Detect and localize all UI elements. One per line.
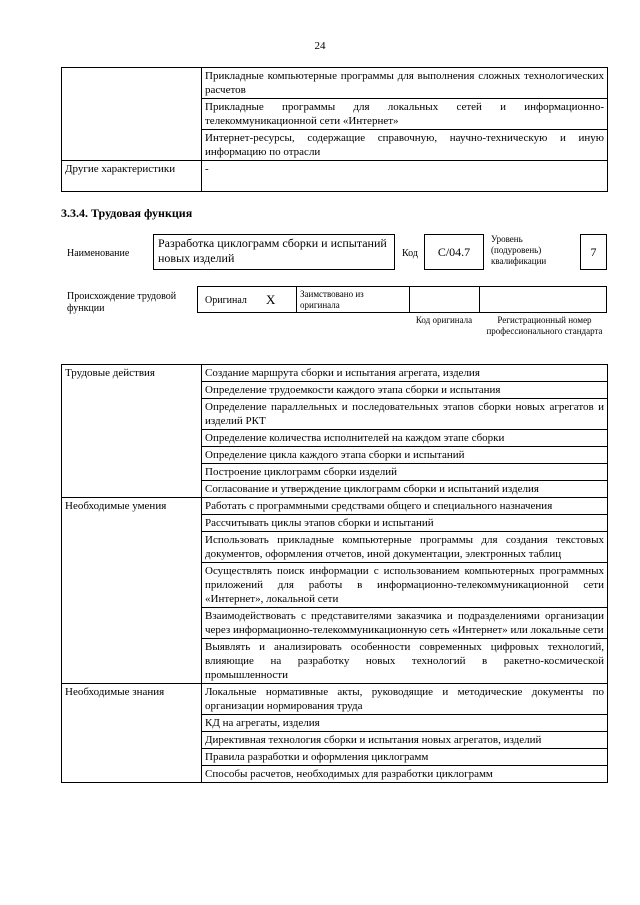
list-item: КД на агрегаты, изделия bbox=[202, 715, 608, 732]
row-text: Интернет-ресурсы, содержащие справочную, научно-техническую и иную информацию по отрасли bbox=[202, 130, 608, 161]
list-item: Работать с программными средствами общего и специального назначения bbox=[202, 498, 608, 515]
group-label: Необходимые знания bbox=[62, 684, 202, 783]
divider bbox=[296, 286, 297, 313]
table-row bbox=[62, 684, 608, 715]
section-heading: 3.3.4. Трудовая функция bbox=[61, 206, 193, 220]
table-row bbox=[62, 498, 608, 515]
code-box bbox=[424, 234, 484, 270]
list-item: Рассчитывать циклы этапов сборки и испытаний bbox=[202, 515, 608, 532]
row-label: Другие характеристики bbox=[62, 161, 202, 192]
top-table bbox=[61, 67, 608, 192]
row-text: Прикладные программы для локальных сетей и информационно-телекоммуникационной сети «Интернет» bbox=[202, 99, 608, 130]
function-code: С/04.7 bbox=[437, 245, 471, 259]
list-item: Определение трудоемкости каждого этапа сборки и испытания bbox=[202, 382, 608, 399]
list-item: Правила разработки и оформления циклограмм bbox=[202, 749, 608, 766]
origin-label: Происхождение трудовой функции bbox=[67, 291, 177, 314]
list-item: Выявлять и анализировать особенности современных цифровых технологий, влияющие на разработку новых технологий в ракетно-космической промышленности bbox=[202, 639, 608, 684]
reg-caption: Регистрационный номер профессионального стандарта bbox=[486, 315, 603, 336]
list-item: Способы расчетов, необходимых для разработки циклограмм bbox=[202, 766, 608, 783]
table-row bbox=[62, 68, 608, 99]
list-item: Использовать прикладные компьютерные программы для создания текстовых документов, оформления отчетов, иной документации, электронных таблиц bbox=[202, 532, 608, 563]
name-label: Наименование bbox=[67, 248, 130, 259]
row-text: Прикладные компьютерные программы для выполнения сложных технологических расчетов bbox=[202, 68, 608, 99]
list-item: Определение цикла каждого этапа сборки и испытаний bbox=[202, 447, 608, 464]
list-item: Определение количества исполнителей на каждом этапе сборки bbox=[202, 430, 608, 447]
group-label: Трудовые действия bbox=[62, 365, 202, 498]
list-item: Построение циклограмм сборки изделий bbox=[202, 464, 608, 481]
page-number: 24 bbox=[314, 40, 326, 52]
table-row bbox=[62, 365, 608, 382]
list-item: Директивная технология сборки и испытания новых агрегатов, изделий bbox=[202, 732, 608, 749]
code-caption: Код оригинала bbox=[415, 315, 473, 325]
name-box bbox=[153, 234, 395, 270]
borrowed-label: Заимствовано из оригинала bbox=[300, 289, 364, 310]
list-item: Осуществлять поиск информации с использованием компьютерных программных приложений для работы в информационно-телекоммуникационной сети «Интернет», локальной сети bbox=[202, 563, 608, 608]
level-label: Уровень (подуровень) квалификации bbox=[491, 234, 547, 266]
level-box bbox=[580, 234, 607, 270]
divider bbox=[409, 286, 410, 313]
row-label bbox=[62, 68, 202, 161]
original-mark: Х bbox=[266, 292, 276, 307]
table-row bbox=[62, 161, 608, 192]
list-item: Согласование и утверждение циклограмм сборки и испытаний изделия bbox=[202, 481, 608, 498]
code-label: Код bbox=[402, 248, 418, 259]
row-text: - bbox=[202, 161, 608, 192]
divider bbox=[479, 286, 480, 313]
main-table bbox=[61, 364, 608, 783]
group-label: Необходимые умения bbox=[62, 498, 202, 684]
list-item: Локальные нормативные акты, руководящие и методические документы по организации нормирования труда bbox=[202, 684, 608, 715]
original-label: Оригинал bbox=[205, 295, 247, 306]
list-item: Определение параллельных и последовательных этапов сборки новых агрегатов и изделий РКТ bbox=[202, 399, 608, 430]
list-item: Взаимодействовать с представителями заказчика и подразделениями организации через информационно-телекоммуникационную сеть «Интернет» или локальные сети bbox=[202, 608, 608, 639]
level-value: 7 bbox=[590, 245, 597, 259]
list-item: Создание маршрута сборки и испытания агрегата, изделия bbox=[202, 365, 608, 382]
function-name: Разработка циклограмм сборки и испытаний новых изделий bbox=[158, 236, 387, 265]
